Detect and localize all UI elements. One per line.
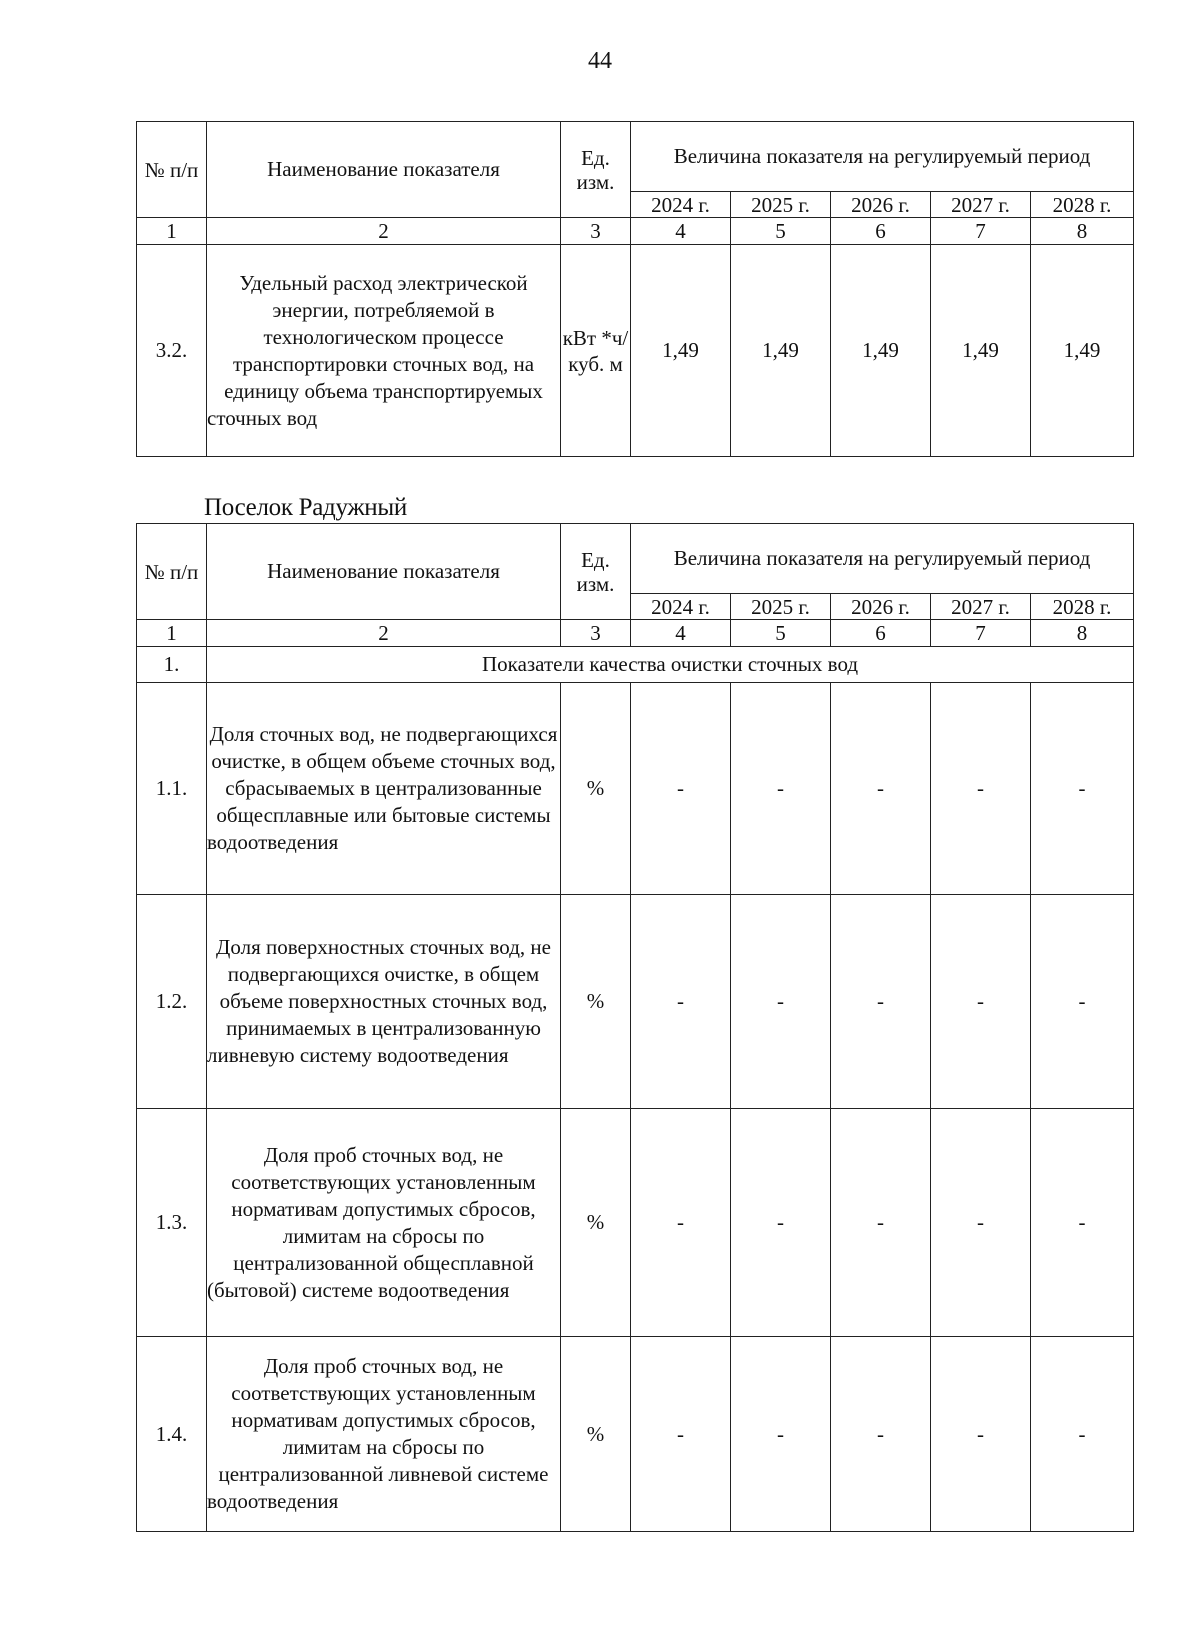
column-index: 2 (207, 218, 561, 245)
row-value: - (931, 895, 1031, 1109)
row-value: - (1031, 683, 1134, 895)
column-index: 1 (137, 218, 207, 245)
row-indicator-name: Доля сточных вод, не подвергающихся очистке, в общем объеме сточных вод, сбрасываемых в централизованные общесплавные или бытовые системы водоотведения (207, 683, 561, 895)
header-number: № п/п (137, 122, 207, 218)
row-value: - (1031, 1337, 1134, 1532)
column-index: 3 (561, 218, 631, 245)
section-row (137, 647, 1134, 683)
column-index: 4 (631, 620, 731, 647)
section-number: 1. (137, 647, 207, 683)
row-value: 1,49 (731, 245, 831, 457)
column-index: 5 (731, 620, 831, 647)
row-value: - (831, 1337, 931, 1532)
column-index: 5 (731, 218, 831, 245)
column-index: 6 (831, 620, 931, 647)
row-indicator-name: Доля поверхностных сточных вод, не подвергающихся очистке, в общем объеме поверхностных сточных вод, принимаемых в централизованную ливневую систему водоотведения (207, 895, 561, 1109)
column-index: 7 (931, 620, 1031, 647)
header-number: № п/п (137, 524, 207, 620)
row-value: - (631, 895, 731, 1109)
row-unit: % (561, 683, 631, 895)
row-unit: кВт *ч/ куб. м (561, 245, 631, 457)
page-number: 44 (588, 48, 612, 74)
row-number: 1.3. (137, 1109, 207, 1337)
header-year: 2027 г. (931, 594, 1031, 620)
row-indicator-name: Удельный расход электрической энергии, потребляемой в технологическом процессе транспортировки сточных вод, на единицу объема транспортируемых сточных вод (207, 245, 561, 457)
row-value: - (1031, 1109, 1134, 1337)
row-value: 1,49 (831, 245, 931, 457)
row-number: 3.2. (137, 245, 207, 457)
row-number: 1.1. (137, 683, 207, 895)
table-row (137, 683, 1134, 895)
table-row (137, 895, 1134, 1109)
header-indicator-name: Наименование показателя (207, 524, 561, 620)
table-row (137, 245, 1134, 457)
row-value: - (1031, 895, 1134, 1109)
header-year: 2024 г. (631, 192, 731, 218)
row-value: 1,49 (631, 245, 731, 457)
column-index: 6 (831, 218, 931, 245)
header-year: 2028 г. (1031, 192, 1134, 218)
header-indicator-name: Наименование показателя (207, 122, 561, 218)
header-year: 2025 г. (731, 192, 831, 218)
column-index: 4 (631, 218, 731, 245)
header-period: Величина показателя на регулируемый период (631, 122, 1134, 192)
row-value: 1,49 (1031, 245, 1134, 457)
header-year: 2027 г. (931, 192, 1031, 218)
column-index: 3 (561, 620, 631, 647)
row-number: 1.4. (137, 1337, 207, 1532)
row-value: - (731, 895, 831, 1109)
row-value: - (631, 683, 731, 895)
row-unit: % (561, 1109, 631, 1337)
row-value: - (931, 1337, 1031, 1532)
row-value: - (831, 683, 931, 895)
row-unit: % (561, 1337, 631, 1532)
column-index: 1 (137, 620, 207, 647)
header-unit: Ед. изм. (561, 122, 631, 218)
table-row (137, 1109, 1134, 1337)
header-year: 2026 г. (831, 192, 931, 218)
column-index: 8 (1031, 620, 1134, 647)
row-value: - (931, 1109, 1031, 1337)
table-row (137, 1337, 1134, 1532)
header-year: 2025 г. (731, 594, 831, 620)
column-index: 8 (1031, 218, 1134, 245)
row-value: - (631, 1109, 731, 1337)
header-unit: Ед. изм. (561, 524, 631, 620)
column-index: 7 (931, 218, 1031, 245)
section-title: Поселок Радужный (204, 494, 407, 521)
row-value: - (831, 1109, 931, 1337)
row-indicator-name: Доля проб сточных вод, не соответствующих установленным нормативам допустимых сбросов, лимитам на сбросы по централизованной общесплавной (бытовой) системе водоотведения (207, 1109, 561, 1337)
row-value: - (931, 683, 1031, 895)
indicator-table-continued (136, 121, 1134, 457)
column-index: 2 (207, 620, 561, 647)
indicator-table-raduzhny (136, 523, 1134, 1532)
row-number: 1.2. (137, 895, 207, 1109)
row-value: - (731, 1109, 831, 1337)
row-value: - (731, 1337, 831, 1532)
header-year: 2028 г. (1031, 594, 1134, 620)
header-year: 2024 г. (631, 594, 731, 620)
header-year: 2026 г. (831, 594, 931, 620)
row-value: - (631, 1337, 731, 1532)
section-heading: Показатели качества очистки сточных вод (207, 647, 1134, 683)
row-unit: % (561, 895, 631, 1109)
row-value: - (831, 895, 931, 1109)
row-value: 1,49 (931, 245, 1031, 457)
row-value: - (731, 683, 831, 895)
row-indicator-name: Доля проб сточных вод, не соответствующих установленным нормативам допустимых сбросов, лимитам на сбросы по централизованной ливневой системе водоотведения (207, 1337, 561, 1532)
header-period: Величина показателя на регулируемый период (631, 524, 1134, 594)
